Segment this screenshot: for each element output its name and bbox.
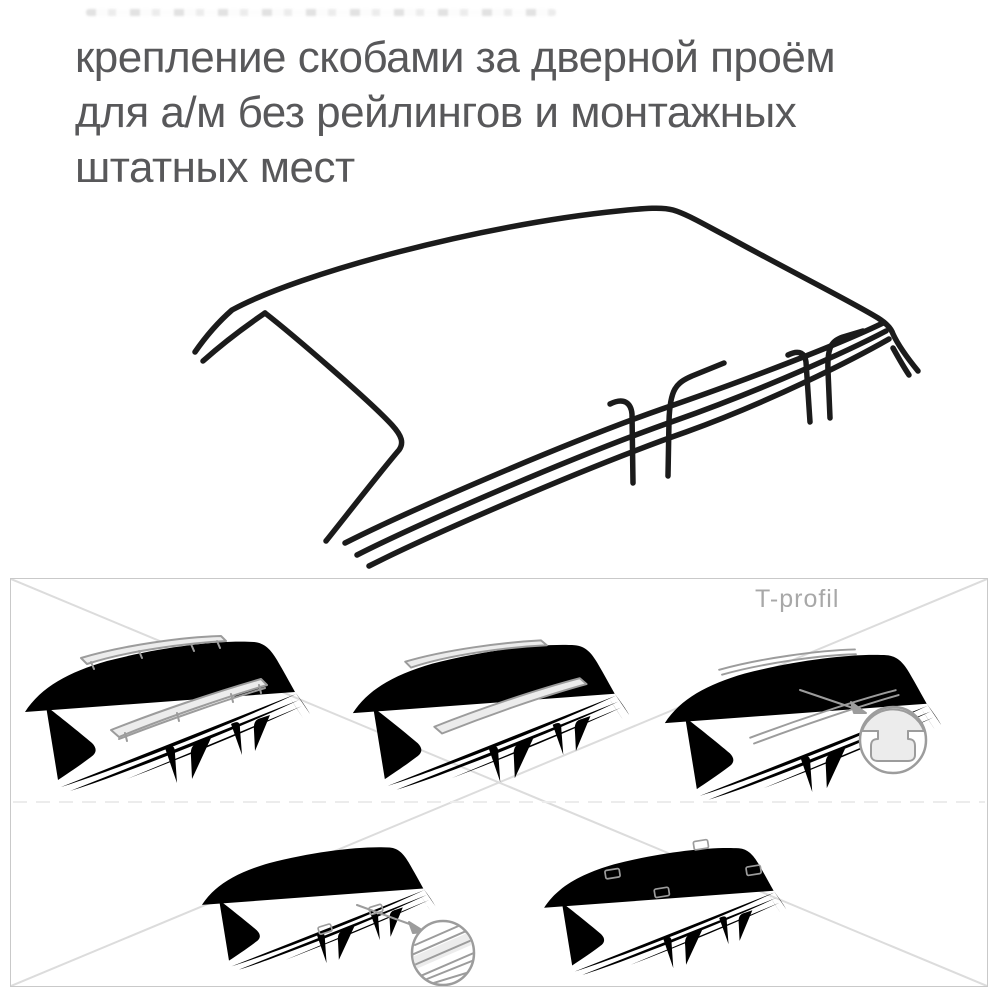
t-profile-label: T-profil: [755, 585, 840, 613]
car-fixpoint-magnified-illustration: [197, 847, 436, 969]
car-flush-rails-illustration: [347, 640, 629, 789]
headline-line-2: для а/м без рейлингов и монтажных: [75, 88, 797, 137]
cropped-watermark-artifact: [86, 9, 556, 16]
headline-line-3: штатных мест: [75, 143, 355, 192]
roof-outline: [195, 208, 918, 566]
car-roof-door-frame-drawing: [140, 185, 940, 580]
car-raised-railings-illustration: [19, 636, 310, 791]
diagonal-watermark-lines: [11, 579, 987, 986]
car-fixpoints-illustration: [539, 839, 786, 974]
headline-line-1: крепление скобами за дверной проём: [75, 33, 836, 82]
headline: [75, 30, 935, 195]
mount-types-panel: [10, 578, 988, 987]
mount-types-illustrations: [11, 579, 987, 986]
